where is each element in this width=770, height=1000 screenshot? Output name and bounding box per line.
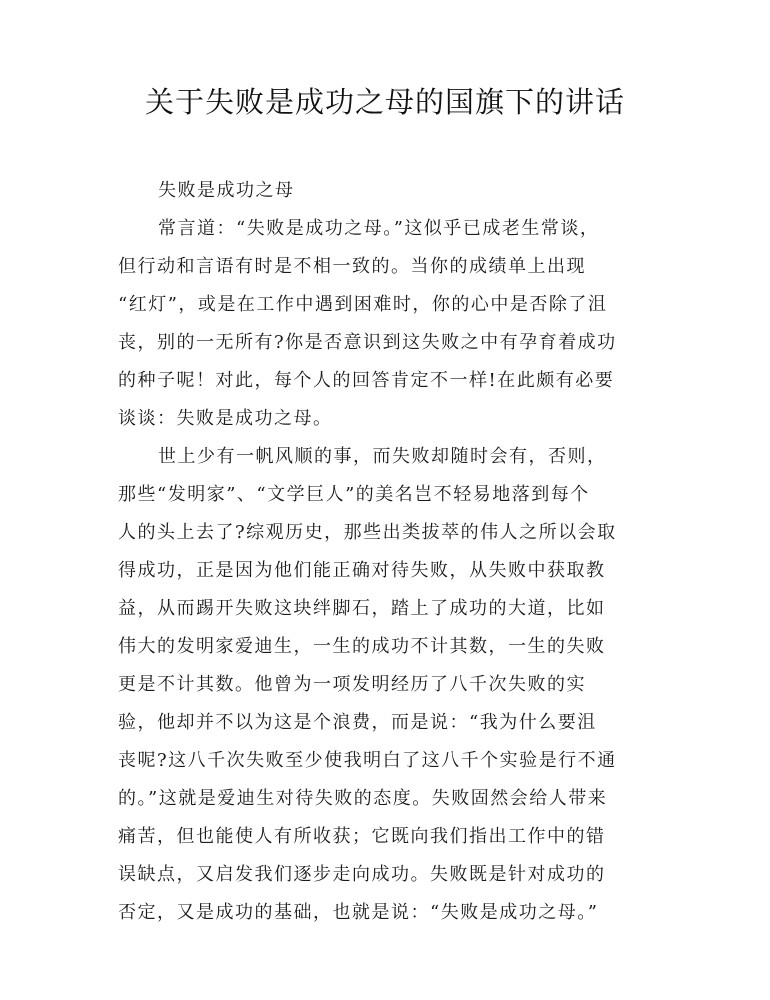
text-line: 的。”这就是爱迪生对待失败的态度。失败固然会给人带来: [118, 788, 608, 809]
text-line: 伟大的发明家爱迪生，一生的成功不计其数，一生的失败: [118, 636, 606, 657]
text-line: “红灯”，或是在工作中遇到困难时，你的心中是否除了沮: [118, 294, 608, 315]
text-line: 但行动和言语有时是不相一致的。当你的成绩单上出现: [118, 256, 586, 277]
text-line: 常言道：“失败是成功之母。”这似乎已成老生常谈，: [158, 218, 600, 239]
text-line: 得成功，正是因为他们能正确对待失败，从失败中获取教: [118, 560, 606, 581]
text-line: 否定，又是成功的基础，也就是说：“失败是成功之母。”: [118, 902, 599, 923]
text-line: 痛苦，但也能使人有所收获；它既向我们指出工作中的错: [118, 826, 606, 847]
text-line: 误缺点，又启发我们逐步走向成功。失败既是针对成功的: [118, 864, 606, 885]
text-line: 更是不计其数。他曾为一项发明经历了八千次失败的实: [118, 674, 586, 695]
text-line: 益，从而踢开失败这块绊脚石，踏上了成功的大道，比如: [118, 598, 606, 619]
text-line: 人的头上去了?综观历史，那些出类拔萃的伟人之所以会取: [118, 522, 617, 543]
text-line: 验，他却并不以为这是个浪费，而是说：“我为什么要沮: [118, 712, 597, 733]
text-line: 丧，别的一无所有?你是否意识到这失败之中有孕育着成功: [118, 332, 617, 353]
text-line: 那些“发明家”、“文学巨人”的美名岂不轻易地落到每个: [118, 484, 590, 505]
subtitle-line: 失败是成功之母: [158, 180, 295, 201]
document-title: 关于失败是成功之母的国旗下的讲话: [144, 85, 625, 119]
text-line: 世上少有一帆风顺的事，而失败却随时会有，否则，: [158, 446, 607, 467]
text-line: 丧呢?这八千次失败至少使我明白了这八千个实验是行不通: [118, 750, 617, 771]
text-line: 谈谈：失败是成功之母。: [118, 408, 333, 429]
text-line: 的种子呢！对此，每个人的回答肯定不一样!在此颇有必要: [118, 370, 615, 391]
